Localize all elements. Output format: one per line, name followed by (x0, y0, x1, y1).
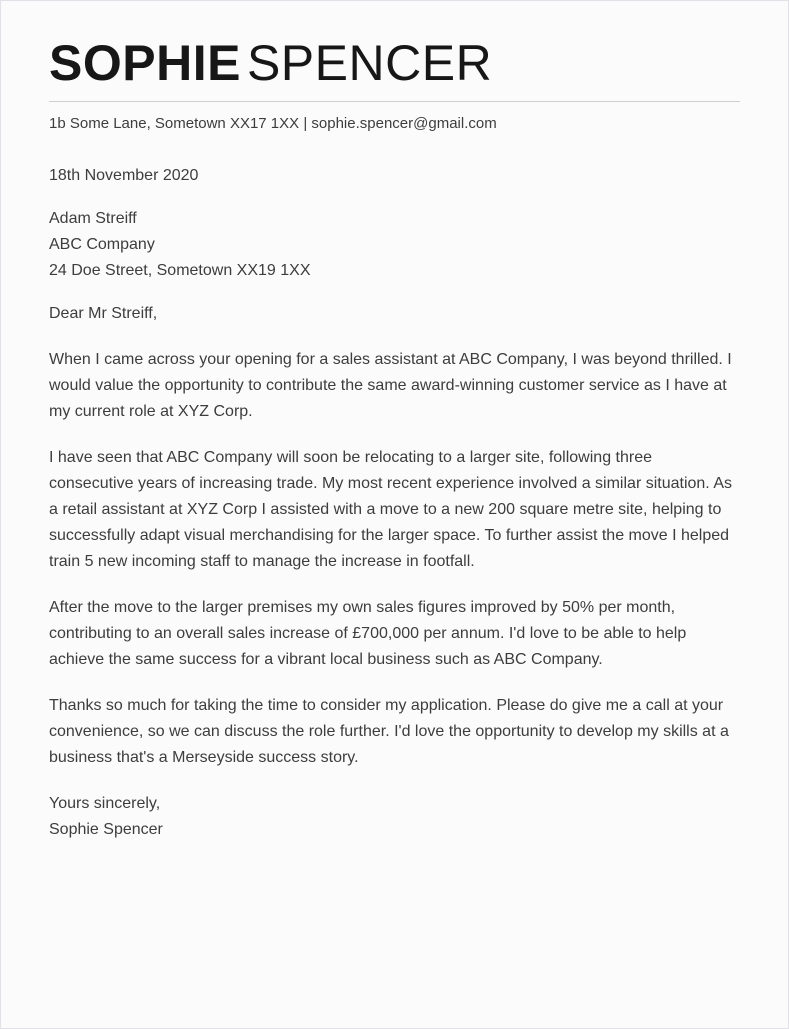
letter-body (49, 163, 740, 843)
recipient-name: Adam Streiff (49, 210, 137, 227)
page-title (49, 35, 740, 91)
body-paragraph-4: Thanks so much for taking the time to consider my application. Please do give me a call at your convenience, so we can discuss the role further. I'd love the opportunity to develop my skills at a business that's a Merseyside success story. (49, 697, 729, 766)
closing-block (49, 791, 740, 843)
body-paragraph-1: When I came across your opening for a sales assistant at ABC Company, I was beyond thrilled. I would value the opportunity to contribute the same award-winning customer service as I have at my current role at XYZ Corp. (49, 351, 732, 420)
body-paragraph-3: After the move to the larger premises my own sales figures improved by 50% per month, contributing to an overall sales increase of £700,000 per annum. I'd love to be able to help achieve the same success for a vibrant local business such as ABC Company. (49, 599, 687, 668)
name-last: SPENCER (246, 35, 493, 91)
name-first: SOPHIE (49, 35, 241, 91)
body-paragraph-2: I have seen that ABC Company will soon be relocating to a larger site, following three consecutive years of increasing trade. My most recent experience involved a similar situation. As a retail assistant at XYZ Corp I assisted with a move to a new 200 square metre site, helping to successfully adapt visual merchandising for the larger space. To further assist the move I helped train 5 new incoming staff to manage the increase in footfall. (49, 449, 732, 570)
salutation: Dear Mr Streiff, (49, 305, 158, 322)
closing: Yours sincerely, (49, 795, 161, 812)
recipient-block (49, 206, 740, 284)
signature-name: Sophie Spencer (49, 821, 163, 838)
recipient-company: ABC Company (49, 236, 155, 253)
recipient-address: 24 Doe Street, Sometown XX19 1XX (49, 262, 311, 279)
header-divider (49, 101, 740, 102)
letter-date: 18th November 2020 (49, 167, 199, 184)
contact-line: 1b Some Lane, Sometown XX17 1XX | sophie.spencer@gmail.com (49, 115, 497, 132)
